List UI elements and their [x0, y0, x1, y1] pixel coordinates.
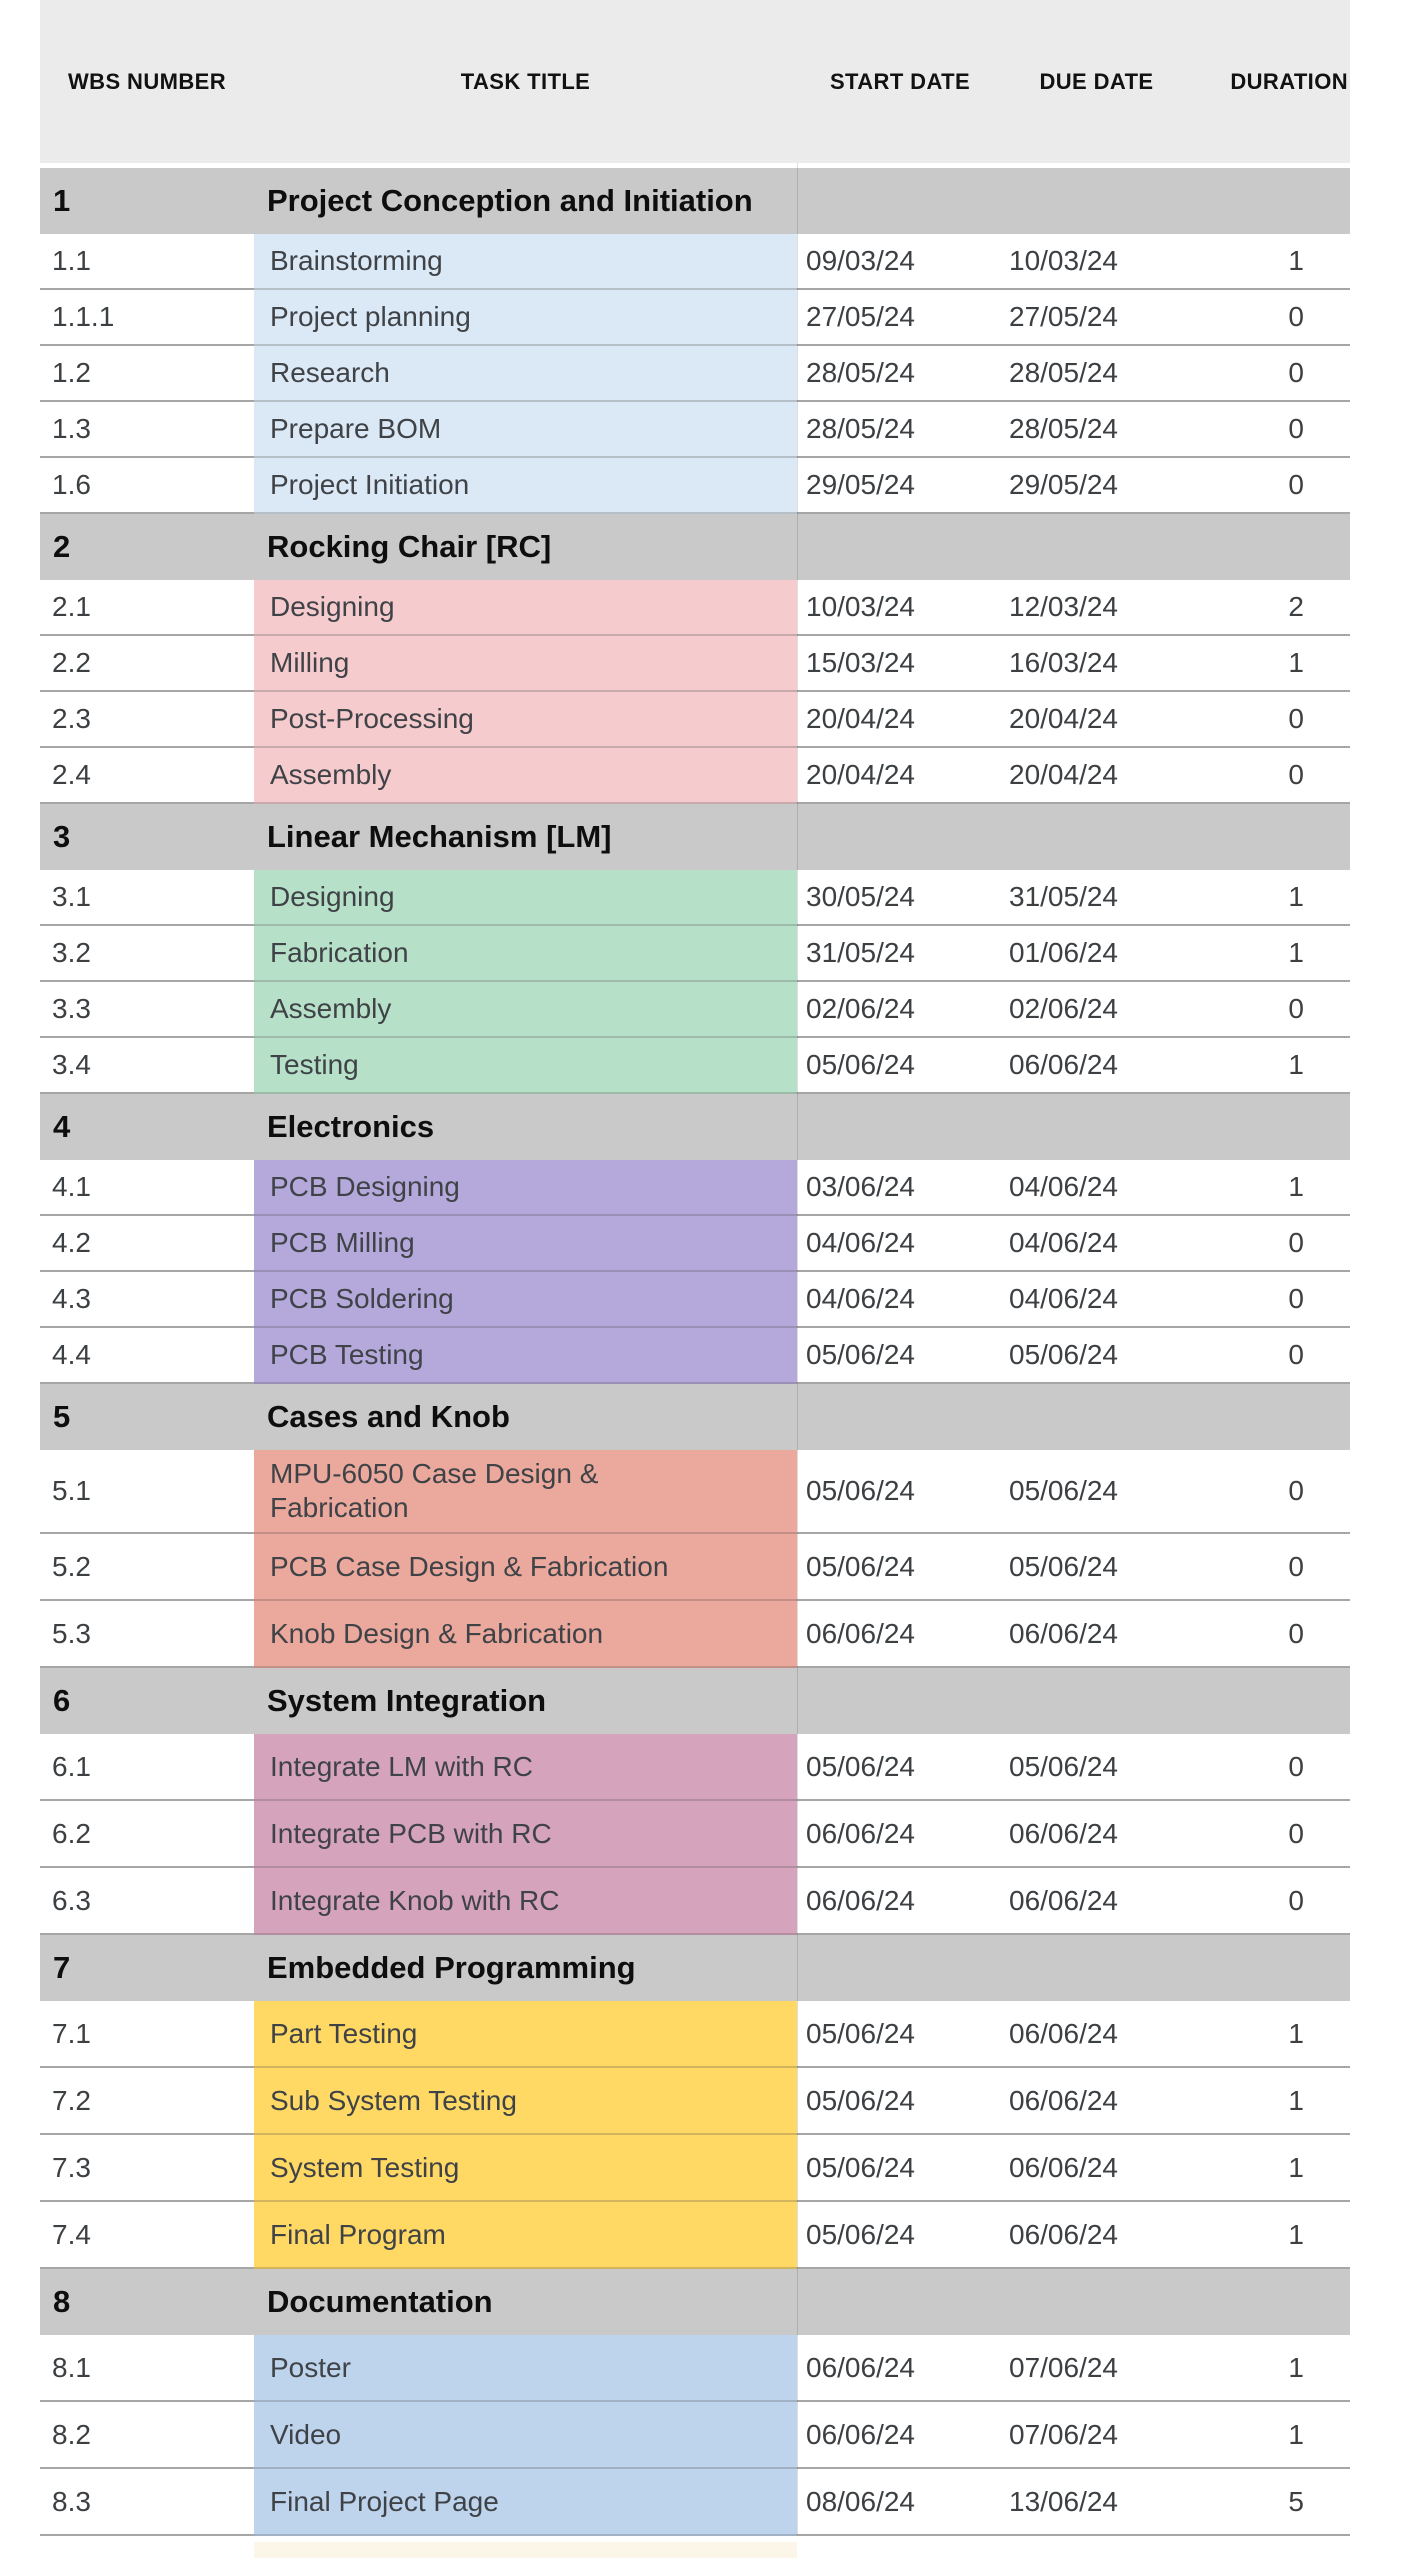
start-date-cell: 08/06/24 — [797, 2469, 1003, 2536]
table-row — [40, 458, 1350, 514]
task-title-cell — [254, 692, 797, 748]
due-date-cell: 29/05/24 — [1003, 458, 1190, 514]
task-title-text: PCB Milling — [270, 1227, 415, 1258]
section-header-row — [40, 1384, 1350, 1450]
start-date-cell: 06/06/24 — [797, 1601, 1003, 1668]
wbs-cell: 4.4 — [40, 1328, 254, 1384]
table-row — [40, 2335, 1350, 2402]
table-header-row — [40, 0, 1350, 163]
task-title-cell — [254, 2202, 797, 2269]
start-date-cell: 05/06/24 — [797, 1450, 1003, 1534]
wbs-table — [40, 0, 1350, 2558]
wbs-cell: 3.1 — [40, 870, 254, 926]
due-date-cell: 28/05/24 — [1003, 402, 1190, 458]
task-title-text: Final Project Page — [270, 2485, 499, 2517]
duration-cell: 0 — [1190, 402, 1350, 458]
start-date-cell: 05/06/24 — [797, 2202, 1003, 2269]
wbs-cell: 7.2 — [40, 2068, 254, 2135]
start-date-cell: 04/06/24 — [797, 1216, 1003, 1272]
task-title-cell — [254, 1450, 797, 1534]
section-wbs-number: 8 — [53, 2284, 71, 2319]
duration-cell: 0 — [1190, 1601, 1350, 1668]
wbs-cell: 8.1 — [40, 2335, 254, 2402]
task-title-cell — [254, 870, 797, 926]
section-wbs-number: 3 — [53, 819, 71, 854]
due-date-cell: 06/06/24 — [1003, 2068, 1190, 2135]
due-date-cell: 27/05/24 — [1003, 290, 1190, 346]
table-row — [40, 2402, 1350, 2469]
due-date-cell: 07/06/24 — [1003, 2335, 1190, 2402]
duration-cell: 1 — [1190, 2402, 1350, 2469]
section-header-row — [40, 2269, 1350, 2335]
duration-cell: 0 — [1190, 1801, 1350, 1868]
duration-cell: 1 — [1190, 2335, 1350, 2402]
duration-cell: 0 — [1190, 1534, 1350, 1601]
wbs-cell: 5.1 — [40, 1450, 254, 1534]
due-date-cell: 02/06/24 — [1003, 982, 1190, 1038]
duration-cell: 1 — [1190, 870, 1350, 926]
wbs-cell: 3.4 — [40, 1038, 254, 1094]
wbs-cell: 2.2 — [40, 636, 254, 692]
task-title-cell — [254, 2068, 797, 2135]
table-row — [40, 346, 1350, 402]
section-wbs-number: 4 — [53, 1109, 71, 1144]
start-date-cell: 28/05/24 — [797, 346, 1003, 402]
task-title-cell — [254, 982, 797, 1038]
start-date-cell: 02/06/24 — [797, 982, 1003, 1038]
task-title-text: PCB Testing — [270, 1339, 424, 1370]
task-title-text: Project planning — [270, 301, 471, 332]
table-row — [40, 926, 1350, 982]
wbs-cell: 7.3 — [40, 2135, 254, 2202]
task-title-cell — [254, 458, 797, 514]
due-date-cell: 04/06/24 — [1003, 1272, 1190, 1328]
start-date-cell: 06/06/24 — [797, 1801, 1003, 1868]
due-date-cell: 06/06/24 — [1003, 1601, 1190, 1668]
section-title: Electronics — [267, 1109, 435, 1144]
task-title-cell — [254, 2001, 797, 2068]
task-title-text: Sub System Testing — [270, 2084, 517, 2116]
duration-cell: 2 — [1190, 580, 1350, 636]
section-header-row — [40, 514, 1350, 580]
table-row — [40, 402, 1350, 458]
column-header-wbs-number: WBS NUMBER — [68, 68, 226, 94]
wbs-cell: 8.2 — [40, 2402, 254, 2469]
start-date-cell: 20/04/24 — [797, 692, 1003, 748]
table-row — [40, 1868, 1350, 1935]
section-header-row — [40, 804, 1350, 870]
duration-cell: 1 — [1190, 1038, 1350, 1094]
start-date-cell: 03/06/24 — [797, 1160, 1003, 1216]
section-wbs-number: 7 — [53, 1950, 71, 1985]
section-header-row — [40, 1935, 1350, 2001]
task-title-text: Video — [270, 2418, 342, 2450]
task-title-text: Assembly — [270, 759, 392, 790]
duration-cell: 0 — [1190, 1868, 1350, 1935]
due-date-cell: 31/05/24 — [1003, 870, 1190, 926]
due-date-cell: 20/04/24 — [1003, 692, 1190, 748]
start-date-cell: 06/06/24 — [797, 2335, 1003, 2402]
due-date-cell: 10/03/24 — [1003, 234, 1190, 290]
task-title-cell — [254, 2135, 797, 2202]
start-date-cell: 10/03/24 — [797, 580, 1003, 636]
task-title-text: Project Initiation — [270, 469, 470, 500]
duration-cell: 1 — [1190, 234, 1350, 290]
wbs-cell: 1.2 — [40, 346, 254, 402]
duration-cell: 1 — [1190, 2068, 1350, 2135]
partial-wbs-cell — [40, 2542, 254, 2558]
due-date-cell: 06/06/24 — [1003, 1801, 1190, 1868]
table-row — [40, 2001, 1350, 2068]
duration-cell: 1 — [1190, 2001, 1350, 2068]
task-title-text: Knob Design & Fabrication — [270, 1617, 604, 1649]
due-date-cell: 01/06/24 — [1003, 926, 1190, 982]
due-date-cell: 06/06/24 — [1003, 2202, 1190, 2269]
start-date-cell: 31/05/24 — [797, 926, 1003, 982]
table-row — [40, 1534, 1350, 1601]
duration-cell: 0 — [1190, 1216, 1350, 1272]
duration-cell: 0 — [1190, 1328, 1350, 1384]
duration-cell: 1 — [1190, 2202, 1350, 2269]
partial-next-row — [40, 2542, 1350, 2558]
wbs-cell: 5.3 — [40, 1601, 254, 1668]
table-row — [40, 234, 1350, 290]
table-row — [40, 692, 1350, 748]
table-row — [40, 1160, 1350, 1216]
start-date-cell: 05/06/24 — [797, 1734, 1003, 1801]
task-title-text: Part Testing — [270, 2017, 418, 2049]
task-title-text: Poster — [270, 2351, 351, 2383]
duration-cell: 1 — [1190, 1160, 1350, 1216]
column-header-start-date: START DATE — [829, 68, 971, 94]
section-title: Project Conception and Initiation — [267, 183, 753, 218]
section-header-row — [40, 1668, 1350, 1734]
task-title-text: Fabrication — [270, 937, 409, 968]
start-date-cell: 05/06/24 — [797, 2001, 1003, 2068]
wbs-cell: 2.3 — [40, 692, 254, 748]
task-title-text: Integrate PCB with RC — [270, 1817, 552, 1849]
wbs-cell: 6.3 — [40, 1868, 254, 1935]
task-title-text: System Testing — [270, 2151, 460, 2183]
table-row — [40, 1272, 1350, 1328]
duration-cell: 1 — [1190, 636, 1350, 692]
wbs-cell: 1.1.1 — [40, 290, 254, 346]
start-date-cell: 05/06/24 — [797, 1038, 1003, 1094]
table-row — [40, 1734, 1350, 1801]
table-body — [40, 168, 1350, 2536]
task-title-text: Research — [270, 357, 390, 388]
table-row — [40, 870, 1350, 926]
wbs-cell: 4.1 — [40, 1160, 254, 1216]
section-wbs-number: 5 — [53, 1399, 71, 1434]
table-row — [40, 2135, 1350, 2202]
duration-cell: 0 — [1190, 290, 1350, 346]
due-date-cell: 20/04/24 — [1003, 748, 1190, 804]
task-title-cell — [254, 2402, 797, 2469]
task-title-cell — [254, 1868, 797, 1935]
title-date-column-divider — [797, 163, 798, 2535]
duration-cell: 0 — [1190, 1272, 1350, 1328]
section-header-row — [40, 168, 1350, 234]
partial-due-cell — [1003, 2542, 1190, 2558]
section-title: Linear Mechanism [LM] — [267, 819, 612, 854]
start-date-cell: 04/06/24 — [797, 1272, 1003, 1328]
start-date-cell: 20/04/24 — [797, 748, 1003, 804]
start-date-cell: 09/03/24 — [797, 234, 1003, 290]
task-title-text: Designing — [270, 881, 395, 912]
duration-cell: 0 — [1190, 458, 1350, 514]
due-date-cell: 28/05/24 — [1003, 346, 1190, 402]
due-date-cell: 06/06/24 — [1003, 2135, 1190, 2202]
duration-cell: 1 — [1190, 2135, 1350, 2202]
wbs-cell: 7.4 — [40, 2202, 254, 2269]
due-date-cell: 07/06/24 — [1003, 2402, 1190, 2469]
task-title-cell — [254, 1601, 797, 1668]
task-title-cell — [254, 1038, 797, 1094]
duration-cell: 5 — [1190, 2469, 1350, 2536]
table-row — [40, 982, 1350, 1038]
table-row — [40, 1801, 1350, 1868]
partial-start-cell — [797, 2542, 1003, 2558]
table-row — [40, 748, 1350, 804]
wbs-cell: 5.2 — [40, 1534, 254, 1601]
wbs-cell: 7.1 — [40, 2001, 254, 2068]
section-title: System Integration — [267, 1683, 547, 1718]
section-title: Rocking Chair [RC] — [267, 529, 552, 564]
table-row — [40, 1328, 1350, 1384]
section-title: Documentation — [267, 2284, 493, 2319]
table-row — [40, 1450, 1350, 1534]
task-title-text: PCB Designing — [270, 1171, 460, 1202]
task-title-text: Prepare BOM — [270, 413, 442, 444]
duration-cell: 0 — [1190, 692, 1350, 748]
task-title-cell — [254, 402, 797, 458]
wbs-cell: 3.2 — [40, 926, 254, 982]
task-title-text: Final Program — [270, 2218, 446, 2250]
partial-duration-cell — [1190, 2542, 1350, 2558]
task-title-text: Assembly — [270, 993, 392, 1024]
task-title-text: Integrate LM with RC — [270, 1750, 533, 1782]
partial-task-title-cell — [254, 2542, 797, 2558]
task-title-cell — [254, 748, 797, 804]
section-title: Cases and Knob — [267, 1399, 510, 1434]
duration-cell: 0 — [1190, 1450, 1350, 1534]
due-date-cell: 06/06/24 — [1003, 2001, 1190, 2068]
start-date-cell: 05/06/24 — [797, 2135, 1003, 2202]
task-title-cell — [254, 234, 797, 290]
section-wbs-number: 2 — [53, 529, 71, 564]
table-row — [40, 2202, 1350, 2269]
task-title-cell — [254, 1216, 797, 1272]
due-date-cell: 04/06/24 — [1003, 1160, 1190, 1216]
column-header-due-date: DUE DATE — [1039, 68, 1154, 94]
due-date-cell: 06/06/24 — [1003, 1868, 1190, 1935]
due-date-cell: 05/06/24 — [1003, 1734, 1190, 1801]
wbs-cell: 6.1 — [40, 1734, 254, 1801]
due-date-cell: 04/06/24 — [1003, 1216, 1190, 1272]
task-title-cell — [254, 926, 797, 982]
wbs-cell: 4.3 — [40, 1272, 254, 1328]
task-title-text: PCB Soldering — [270, 1283, 454, 1314]
task-title-cell — [254, 1534, 797, 1601]
task-title-text: PCB Case Design & Fabrication — [270, 1550, 669, 1582]
start-date-cell: 05/06/24 — [797, 1534, 1003, 1601]
duration-cell: 1 — [1190, 926, 1350, 982]
due-date-cell: 12/03/24 — [1003, 580, 1190, 636]
start-date-cell: 06/06/24 — [797, 2402, 1003, 2469]
table-row — [40, 290, 1350, 346]
task-title-cell — [254, 1272, 797, 1328]
column-header-task-title: TASK TITLE — [460, 68, 591, 94]
start-date-cell: 27/05/24 — [797, 290, 1003, 346]
task-title-text: Designing — [270, 591, 395, 622]
table-row — [40, 580, 1350, 636]
due-date-cell: 05/06/24 — [1003, 1534, 1190, 1601]
start-date-cell: 29/05/24 — [797, 458, 1003, 514]
table-row — [40, 2469, 1350, 2536]
duration-cell: 0 — [1190, 748, 1350, 804]
due-date-cell: 13/06/24 — [1003, 2469, 1190, 2536]
task-title-cell — [254, 1801, 797, 1868]
start-date-cell: 05/06/24 — [797, 1328, 1003, 1384]
task-title-cell — [254, 2469, 797, 2536]
start-date-cell: 06/06/24 — [797, 1868, 1003, 1935]
section-wbs-number: 6 — [53, 1683, 71, 1718]
start-date-cell: 30/05/24 — [797, 870, 1003, 926]
due-date-cell: 05/06/24 — [1003, 1450, 1190, 1534]
task-title-cell — [254, 346, 797, 402]
wbs-cell: 1.1 — [40, 234, 254, 290]
task-title-cell — [254, 636, 797, 692]
wbs-cell: 2.1 — [40, 580, 254, 636]
section-title: Embedded Programming — [267, 1950, 636, 1985]
wbs-cell: 6.2 — [40, 1801, 254, 1868]
duration-cell: 0 — [1190, 346, 1350, 402]
wbs-cell: 8.3 — [40, 2469, 254, 2536]
task-title-text: Brainstorming — [270, 245, 443, 276]
table-row — [40, 1038, 1350, 1094]
task-title-text: MPU-6050 Case Design & Fabrication — [270, 1458, 599, 1523]
wbs-cell: 1.3 — [40, 402, 254, 458]
wbs-cell: 4.2 — [40, 1216, 254, 1272]
task-title-cell — [254, 1734, 797, 1801]
task-title-text: Milling — [270, 647, 350, 678]
duration-cell: 0 — [1190, 1734, 1350, 1801]
start-date-cell: 15/03/24 — [797, 636, 1003, 692]
task-title-text: Integrate Knob with RC — [270, 1884, 560, 1916]
section-wbs-number: 1 — [53, 183, 71, 218]
task-title-text: Post-Processing — [270, 703, 474, 734]
task-title-cell — [254, 290, 797, 346]
due-date-cell: 06/06/24 — [1003, 1038, 1190, 1094]
wbs-cell: 1.6 — [40, 458, 254, 514]
table-row — [40, 1601, 1350, 1668]
duration-cell: 0 — [1190, 982, 1350, 1038]
due-date-cell: 05/06/24 — [1003, 1328, 1190, 1384]
task-title-cell — [254, 1160, 797, 1216]
task-title-cell — [254, 580, 797, 636]
table-row — [40, 636, 1350, 692]
task-title-text: Testing — [270, 1049, 359, 1080]
task-title-cell — [254, 2335, 797, 2402]
column-header-duration: DURATION — [1230, 68, 1348, 94]
task-title-cell — [254, 1328, 797, 1384]
start-date-cell: 05/06/24 — [797, 2068, 1003, 2135]
start-date-cell: 28/05/24 — [797, 402, 1003, 458]
section-header-row — [40, 1094, 1350, 1160]
table-row — [40, 1216, 1350, 1272]
due-date-cell: 16/03/24 — [1003, 636, 1190, 692]
wbs-cell: 3.3 — [40, 982, 254, 1038]
table-row — [40, 2068, 1350, 2135]
wbs-cell: 2.4 — [40, 748, 254, 804]
